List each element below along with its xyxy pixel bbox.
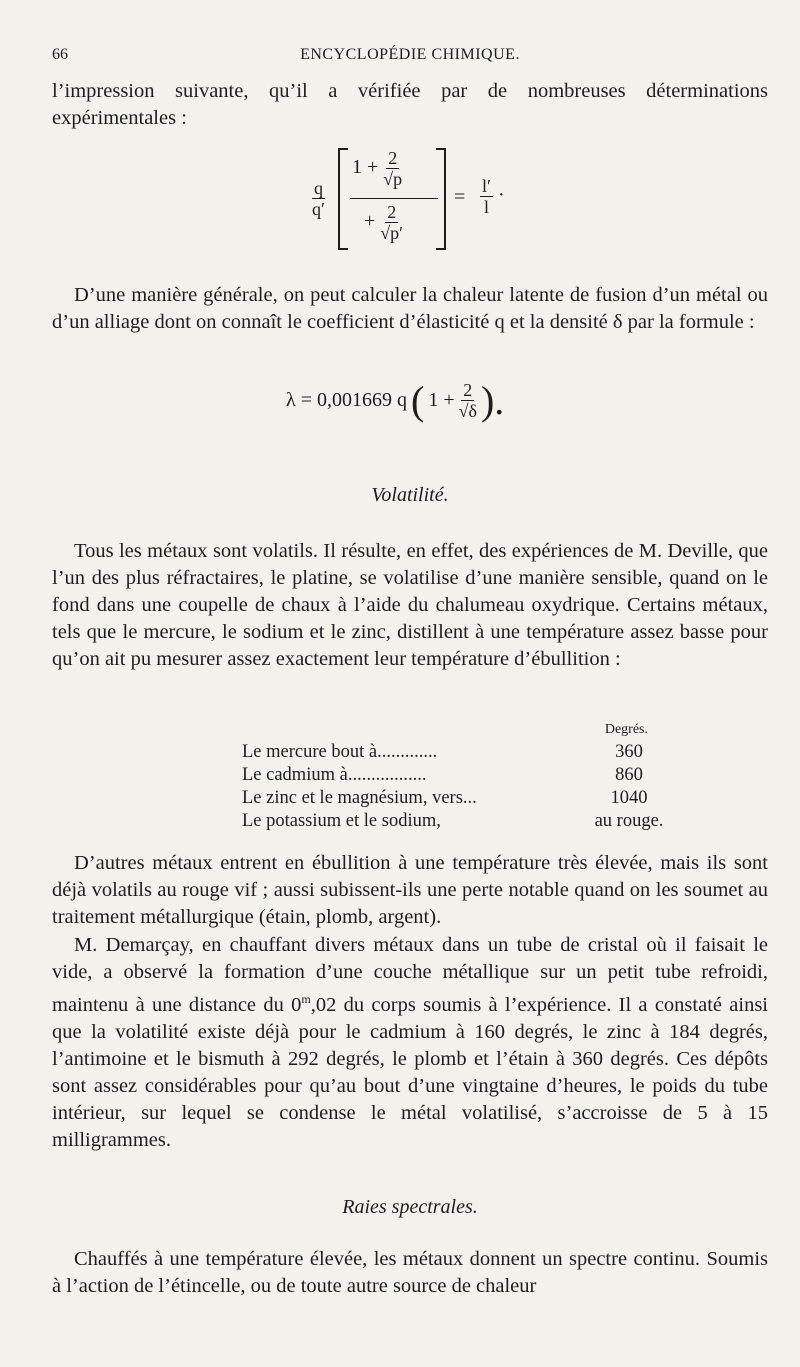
paragraph-spectra: Chauffés à une température élevée, les métaux donnent un spectre continu. Soumis à l’action de l’étincelle, ou de toute autre source de chaleur	[52, 1248, 768, 1297]
formula-bracket-bottom: + $\frac{2}{√p'}$	[364, 202, 404, 243]
formula-equals: =	[454, 186, 466, 208]
paragraph-metals-volatile: Tous les métaux sont volatils. Il résulte, en effet, des expériences de M. Deville, que l’un des plus réfractaires, le platine, se volatilise d’une manière sensible, quand on le fond dans une coupelle de chaux à l’aide du chalumeau oxydrique. Certains métaux, tels que le mercure, le sodium et le zinc, distillent à une température assez basse pour qu’on ait pu mesurer assez exactement leur température d’ébullition :	[52, 540, 768, 670]
heading-volatilite: Volatilité.	[371, 484, 449, 506]
heading-raies-spectrales: Raies spectrales.	[342, 1196, 478, 1218]
left-bracket	[338, 148, 348, 250]
formula-lhs-fraction: $\frac{q}{q'}$	[312, 178, 325, 219]
formula-bracket-top: 1 + $\frac{2}{√p}$	[352, 148, 403, 189]
table-unit-header: Degrés.	[604, 722, 648, 737]
paragraph-intro: l’impression suivante, qu’il a vérifiée par de nombreuses déterminations expérimentales :	[52, 80, 768, 129]
table-row: Le zinc et le magnésium, vers... 1040	[242, 788, 648, 808]
table-row: Le cadmium à................. 860	[242, 765, 643, 785]
paragraph-general-method: D’une manière générale, on peut calculer la chaleur latente de fusion d’un métal ou d’un alliage dont on connaît le coefficient d’élasticité q et la densité δ par la formule :	[52, 284, 768, 333]
right-bracket	[436, 148, 446, 250]
running-title: ENCYCLOPÉDIE CHIMIQUE.	[300, 46, 520, 63]
formula-rhs-fraction: $\frac{l'}{l}$	[482, 176, 491, 217]
paragraph-demarcay: M. Demarçay, en chauffant divers métaux dans un tube de cristal où il faisait le vide, a observé la formation d’une couche métallique sur un petit tube refroidi, maintenu à une distance du 0$^m$,02 du corps soumis à l’expérience. Il a constaté ainsi que la volatilité existe déjà pour le cadmium à 160 degrés, le zinc à 184 degrés, l’antimoine et le bismuth à 292 degrés, le plomb et l’étain à 360 degrés. Ces dépôts sont assez considérables pour qu’au bout d’une vingtaine d’heures, le poids du tube intérieur, sur lequel se condense le métal volatilisé, s’accroisse de 5 à 15 milligrammes.	[52, 934, 768, 1151]
page: 66 ENCYCLOPÉDIE CHIMIQUE. l’impression suivante, qu’il a vérifiée par de nombreuses déterminations expérimentales : $\frac{q}{q'}$ 1 + $\frac{2}{√p}$ + $\frac{2}{√p'}$ = $\frac{l'}{l}$ · D’une manière générale, on peut calculer la chaleur latente de fusion d’un métal ou d’un alliage dont on connaît le coefficient d’élasticité q et la densité δ par la formule : λ = 0,001669 q ( 1 + $\frac{2}{√\delta}$ ). Volatilité. Tous les métaux sont volatils. Il résulte, en effet, des expériences de M. Deville, que l’un des plus réfractaires, le platine, se volatilise d’une manière sensible, quand on le fond dans une coupelle de chaux à l’aide du chalumeau oxydrique. Certains métaux, tels que le mercure, le sodium et le zinc, distillent à une température assez basse pour qu’on ait pu mesurer assez exactement leur température d’ébullition : Degrés. Le mercure bout à............. 360 Le cadmium à................. 860 Le zinc et le magnésium, vers... 1040 Le potassium et le sodium, au rouge. D’autres métaux entrent en ébullition à une température très élevée, mais ils sont déjà volatils au rouge vif ; aussi subissent-ils une perte notable quand on les soumet au traitement métallurgique (étain, plomb, argent). M. Demarçay, en chauffant divers métaux dans un tube de cristal où il faisait le vide, a observé la formation d’une couche métallique sur un petit tube refroidi, maintenu à une distance du 0$^m$,02 du corps soumis à l’expérience. Il a constaté ainsi que la volatilité existe déjà pour le cadmium à 160 degrés, le zinc à 184 degrés, l’antimoine et le bismuth à 292 degrés, le plomb et l’étain à 360 degrés. Ces dépôts sont assez considérables pour qu’au bout d’une vingtaine d’heures, le poids du tube intérieur, sur lequel se condense le métal volatilisé, s’accroisse de 5 à 15 milligrammes. Raies spectrales. Chauffés à une température élevée, les métaux donnent un spectre continu. Soumis à l’action de l’étincelle, ou de toute autre source de chaleur	[52, 0, 768, 1367]
formula-latent-heat: λ = 0,001669 q ( 1 + $\frac{2}{√\delta}$ ).	[286, 377, 505, 423]
table-row: Le potassium et le sodium, au rouge.	[242, 811, 664, 831]
page-number: 66	[52, 46, 68, 63]
table-row: Le mercure bout à............. 360	[242, 742, 643, 762]
boiling-point-table	[242, 718, 672, 833]
running-header	[52, 46, 768, 70]
paragraph-other-metals: D’autres métaux entrent en ébullition à une température très élevée, mais ils sont déjà volatils au rouge vif ; aussi subissent-ils une perte notable quand on les soumet au traitement métallurgique (étain, plomb, argent).	[52, 852, 768, 928]
bracket-fraction-bar	[350, 198, 438, 199]
